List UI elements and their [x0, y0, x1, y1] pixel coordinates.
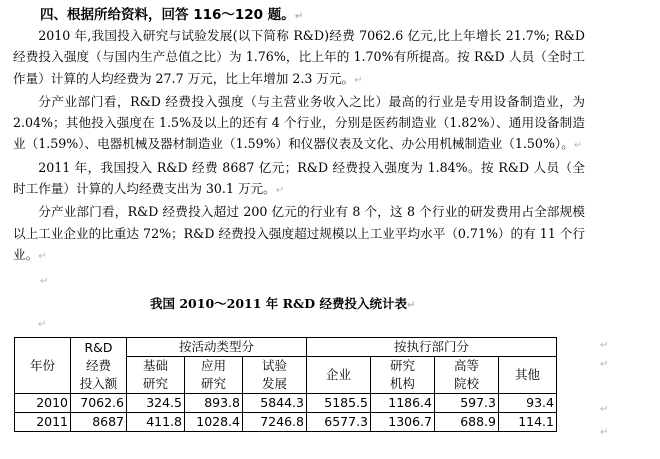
table-cell: 1306.7 — [371, 413, 435, 432]
paragraph-mark: ↵ — [600, 359, 609, 370]
table-row — [15, 413, 557, 432]
paragraph-mark: ↵ — [294, 11, 304, 22]
table-cell: 6577.3 — [307, 413, 371, 432]
paragraph-mark: ↵ — [354, 74, 363, 86]
paragraph-mark: ↵ — [600, 340, 609, 351]
table-cell: 93.4 — [499, 394, 557, 413]
paragraph-4: 分产业部门看，R&D 经费投入超过 200 亿元的行业有 8 个，这 8 个行业的研发费用占全部规模以上工业企业的比重达 72%；R&D 经费投入强度超过规模以上工业平均水平（0.71%）的有 11 个行业。↵ — [13, 204, 585, 262]
table-cell: 5844.3 — [243, 394, 307, 413]
heading-text: 四、根据所给资料，回答 116～120 题。 — [40, 7, 295, 23]
rd-funding-table — [14, 337, 557, 432]
other-header: 其他 — [499, 357, 557, 394]
year-header: 年份 — [15, 338, 71, 394]
paragraph-mark: ↵ — [275, 185, 285, 197]
table-cell: 8687 — [71, 413, 127, 432]
table-cell: 688.9 — [435, 413, 499, 432]
table-cell: 597.3 — [435, 394, 499, 413]
basic-research-header: 基础 研究 — [127, 357, 185, 394]
year-cell: 2010 — [15, 394, 71, 413]
question-heading — [40, 3, 303, 23]
paragraph-mark: ↵ — [38, 319, 47, 330]
research-institute-header: 研究 机构 — [371, 357, 435, 394]
table-cell: 893.8 — [185, 394, 243, 413]
paragraph-mark: ↵ — [600, 404, 609, 415]
paragraph-3: 2011 年，我国投入 R&D 经费 8687 亿元；R&D 经费投入强度为 1.84%。按 R&D 人员（全时工作量）计算的人均经费支出为 30.1 万元。↵ — [13, 159, 585, 197]
table-cell: 7062.6 — [71, 394, 127, 413]
table-header-row-1 — [15, 338, 557, 357]
sector-group-header: 按执行部门分 — [307, 338, 557, 357]
paragraph-mark: ↵ — [573, 140, 583, 152]
paragraph-2: 分产业部门看，R&D 经费投入强度（与主营业务收入之比）最高的行业是专用设备制造业，为 2.04%；其他投入强度在 1.5%及以上的还有 4 个行业，分别是医药制造业（1.82%）、通用设备制造业（1.59%）、电器机械及器材制造业（1.59%）和仪器仪表及文化、办公用机械制造业（1.50%）。↵ — [13, 93, 585, 152]
table-cell: 7246.8 — [243, 413, 307, 432]
enterprise-header: 企业 — [307, 357, 371, 394]
paragraph-1: 2010 年,我国投入研究与试验发展(以下简称 R&D)经费 7062.6 亿元,比上年增长 21.7%; R&D 经费投入强度（与国内生产总值之比）为 1.76%，比上年的 1.70%有所提高。按 R&D 人员（全时工作量）计算的人均经费为 27.7 万元，比上年增加 2.3 万元。↵ — [13, 28, 585, 86]
paragraph-mark: ↵ — [407, 300, 416, 311]
paragraph-mark: ↵ — [40, 276, 49, 287]
paragraph-mark: ↵ — [38, 250, 47, 262]
paragraph-mark: ↵ — [600, 427, 609, 438]
table-cell: 1186.4 — [371, 394, 435, 413]
table-cell: 1028.4 — [185, 413, 243, 432]
experimental-development-header: 试验 发展 — [243, 357, 307, 394]
activity-group-header: 按活动类型分 — [127, 338, 307, 357]
year-cell: 2011 — [15, 413, 71, 432]
table-row — [15, 394, 557, 413]
table-title: 我国 2010～2011 年 R&D 经费投入统计表↵ — [150, 296, 416, 311]
table-cell: 114.1 — [499, 413, 557, 432]
table-cell: 5185.5 — [307, 394, 371, 413]
university-header: 高等 院校 — [435, 357, 499, 394]
table-cell: 411.8 — [127, 413, 185, 432]
passage — [13, 25, 585, 267]
total-header: R&D 经费 投入额 — [71, 338, 127, 394]
applied-research-header: 应用 研究 — [185, 357, 243, 394]
table-cell: 324.5 — [127, 394, 185, 413]
